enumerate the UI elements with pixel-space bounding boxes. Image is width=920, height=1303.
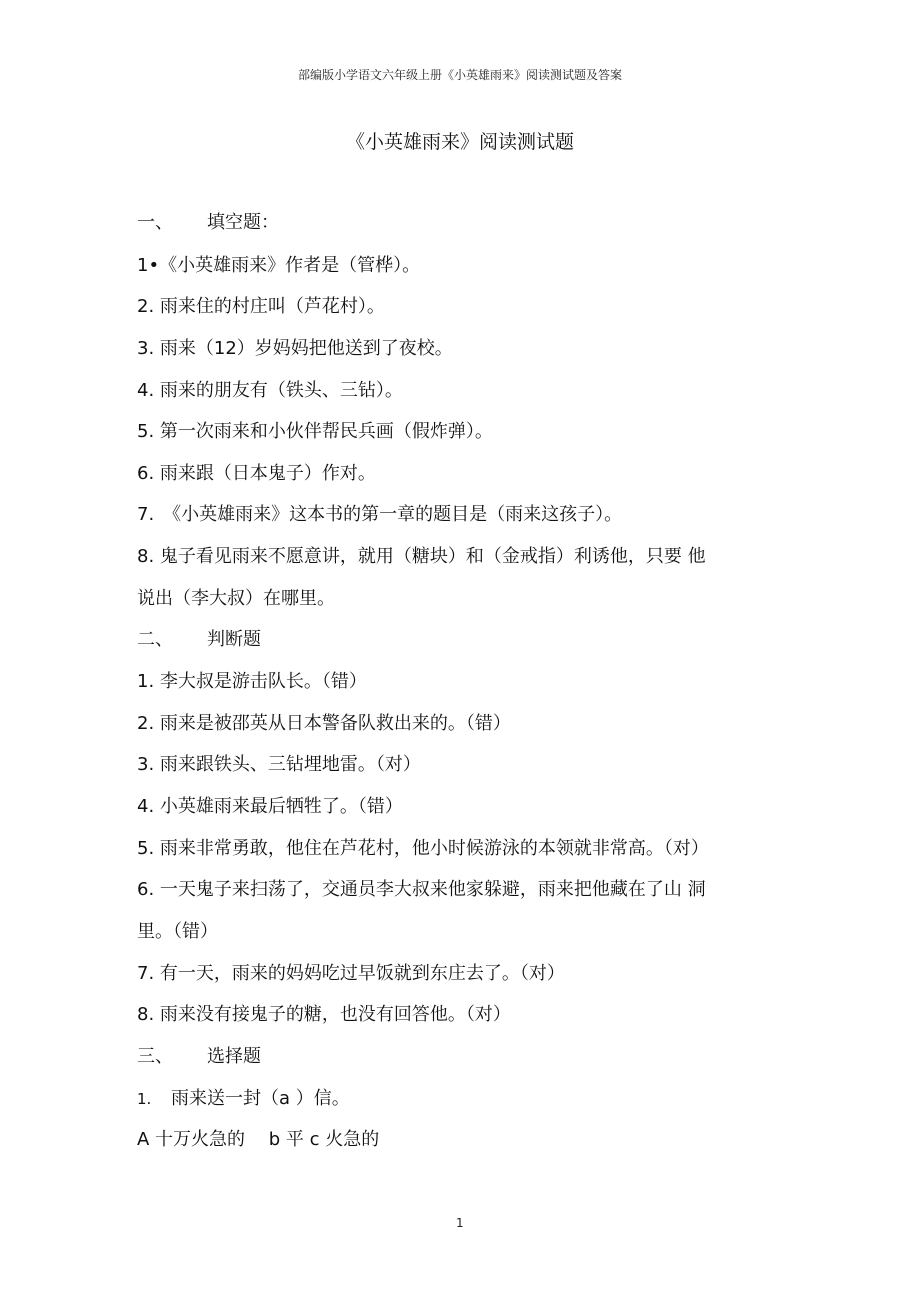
list-item: 5. 第一次雨来和小伙伴帮民兵画（假炸弹）。 (137, 421, 493, 442)
question-text: 雨来送一封（a ）信。 (171, 1088, 350, 1109)
question-options: A 十万火急的 b 平 c 火急的 (137, 1129, 380, 1150)
list-item: 8. 鬼子看见雨来不愿意讲，就用（糖块）和（金戒指）利诱他，只要 他 (137, 546, 706, 567)
document-header: 部编版小学语文六年级上册《小英雄雨来》阅读测试题及答案 (297, 68, 622, 82)
list-item-continuation: 说出（李大叔）在哪里。 (137, 588, 335, 609)
section-heading-multiple-choice (137, 1042, 261, 1068)
list-item: 2. 雨来住的村庄叫（芦花村）。 (137, 296, 385, 317)
list-item: 3. 雨来跟铁头、三钻埋地雷。（对） (137, 754, 421, 775)
question-number: 1. (137, 1090, 152, 1108)
list-item-continuation: 里。（错） (137, 921, 218, 942)
section-heading-fill-blank (137, 208, 279, 234)
list-item: 8. 雨来没有接鬼子的糖，也没有回答他。（对） (137, 1004, 511, 1025)
list-item: 6. 雨来跟（日本鬼子）作对。 (137, 463, 376, 484)
list-item: 6. 一天鬼子来扫荡了，交通员李大叔来他家躲避，雨来把他藏在了山 洞 (137, 879, 706, 900)
page-number: 1 (456, 1216, 464, 1230)
section-number: 二、 (137, 629, 173, 650)
section-label: 填空题： (207, 212, 279, 233)
page-title: 《小英雄雨来》阅读测试题 (345, 131, 574, 153)
list-item: 3. 雨来（12）岁妈妈把他送到了夜校。 (137, 338, 453, 359)
list-item: 7. 《小英雄雨来》这本书的第一章的题目是（雨来这孩子）。 (137, 504, 623, 525)
section-number: 一、 (137, 212, 173, 233)
section-label: 选择题 (207, 1046, 261, 1067)
list-item: 2. 雨来是被邵英从日本警备队救出来的。（错） (137, 713, 511, 734)
list-item: 4. 雨来的朋友有（铁头、三钻）。 (137, 380, 403, 401)
question-item (137, 1084, 350, 1110)
section-label: 判断题 (207, 629, 261, 650)
list-item: 4. 小英雄雨来最后牺牲了。（错） (137, 796, 403, 817)
section-heading-true-false (137, 625, 261, 651)
list-item: 1. 李大叔是游击队长。（错） (137, 671, 367, 692)
section-number: 三、 (137, 1046, 173, 1067)
list-item: 5. 雨来非常勇敢，他住在芦花村，他小时候游泳的本领就非常高。（对） (137, 838, 709, 859)
list-item: 7. 有一天，雨来的妈妈吃过早饭就到东庄去了。（对） (137, 963, 565, 984)
list-item: 1•《小英雄雨来》作者是（管桦）。 (137, 255, 421, 276)
